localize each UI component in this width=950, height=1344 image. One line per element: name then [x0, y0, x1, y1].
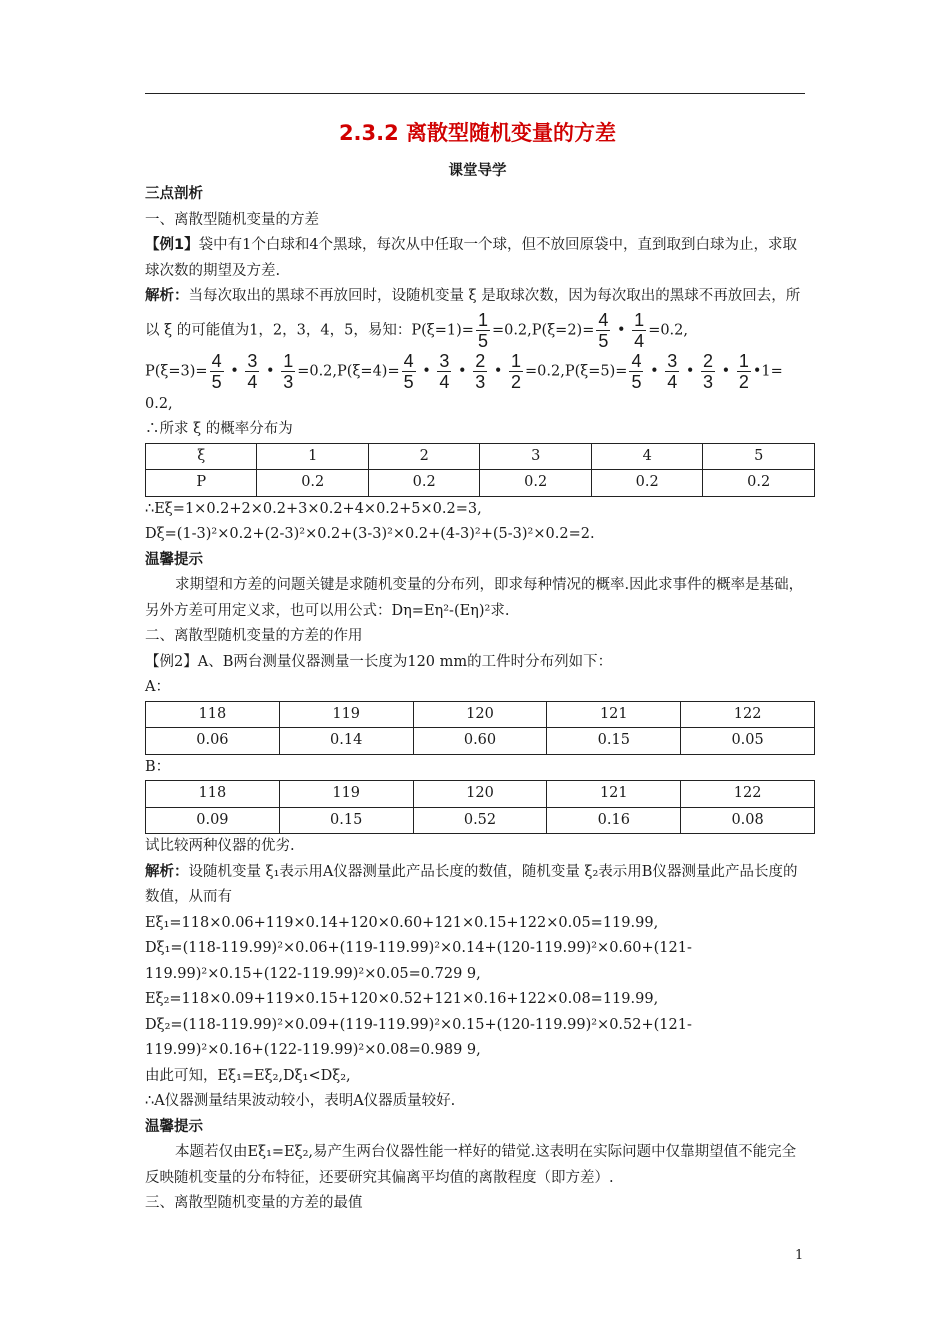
- expectation-line: ∴Eξ=1×0.2+2×0.2+3×0.2+4×0.2+5×0.2=3,: [145, 500, 482, 517]
- fraction: $\frac{1}{5}$: [477, 309, 488, 351]
- distribution-table-b: [145, 780, 815, 834]
- solution-text: 设随机变量 ξ₁表示用A仪器测量此产品长度的数值，随机变量 ξ₂表示用B仪器测量此产品长度的数值，从而有: [145, 863, 798, 905]
- solution-line: Dξ₂=(118-119.99)²×0.09+(119-119.99)²×0.15+(120-119.99)²×0.52+(121-: [145, 1016, 692, 1033]
- fraction: $\frac{1}{2}$: [738, 350, 749, 392]
- solution-line: ∴A仪器测量结果波动较小，表明A仪器质量较好.: [145, 1093, 456, 1109]
- section-3-heading: 三、离散型随机变量的方差的最值: [145, 1195, 363, 1211]
- table-row: 0.09 0.15 0.52 0.16 0.08: [146, 807, 815, 834]
- probability-line-end: 0.2,: [145, 395, 173, 412]
- distribution-table-a: [145, 701, 815, 755]
- solution-line: Eξ₁=118×0.06+119×0.14+120×0.60+121×0.15+122×0.05=119.99,: [145, 914, 659, 931]
- variance-line: Dξ=(1-3)²×0.2+(2-3)²×0.2+(3-3)²×0.2+(4-3)²+(5-3)²×0.2=2.: [145, 526, 595, 542]
- table-row: ξ 1 2 3 4 5: [146, 443, 815, 470]
- fraction: $\frac{2}{3}$: [703, 350, 714, 392]
- distribution-table-1: [145, 443, 815, 497]
- solution-line: Dξ₁=(118-119.99)²×0.06+(119-119.99)²×0.14+(120-119.99)²×0.60+(121-: [145, 940, 692, 956]
- table-row: P 0.2 0.2 0.2 0.2 0.2: [146, 470, 815, 497]
- section-1-heading: 一、离散型随机变量的方差: [145, 211, 319, 228]
- example-2-question: 试比较两种仪器的优劣.: [145, 838, 295, 854]
- table-row: 0.06 0.14 0.60 0.15 0.05: [146, 728, 815, 755]
- solution-label: 解析：: [145, 863, 189, 880]
- solution-line: 由此可知，Eξ₁=Eξ₂,Dξ₁<Dξ₂,: [145, 1067, 351, 1084]
- page-number: 1: [795, 1248, 804, 1263]
- fraction: $\frac{3}{4}$: [247, 350, 258, 392]
- fraction: $\frac{2}{3}$: [475, 350, 486, 392]
- distribution-intro: ∴所求 ξ 的概率分布为: [145, 421, 293, 437]
- page-title: 2.3.2 离散型随机变量的方差: [338, 121, 617, 145]
- example-1-solution: 解析：当每次取出的黑球不再放回时，设随机变量 ξ 是取球次数，因为每次取出的黑球不再放回去，所以 ξ 的可能值为1，2，3，4，5，易知：P(ξ=1)= $\frac{1}{5}$ =0.2,P(ξ=2)= $\frac{4}{5}$ • $\frac{1}{4}$ =0.2,: [145, 288, 801, 351]
- fraction: $\frac{3}{4}$: [667, 350, 678, 392]
- section-2-heading: 二、离散型随机变量的方差的作用: [145, 628, 363, 644]
- example-1: [145, 233, 810, 284]
- table-a-label: A：: [145, 679, 170, 695]
- tip-2-text: 本题若仅由Eξ₁=Eξ₂,易产生两台仪器性能一样好的错觉.这表明在实际问题中仅靠期望值不能完全反映随机变量的分布特征，还要研究其偏离平均值的离散程度（即方差）.: [145, 1144, 797, 1186]
- fraction: $\frac{4}{5}$: [631, 350, 642, 392]
- table-b-label: B：: [145, 758, 171, 775]
- example-2: [145, 650, 810, 676]
- section-heading-main: 三点剖析: [145, 186, 203, 202]
- probability-line-2: P(ξ=3)= $\frac{4}{5}$ • $\frac{3}{4}$ • $\frac{1}{3}$ =0.2,P(ξ=4)= $\frac{4}{5}$ • $\frac{3}{4}$ • $\frac{2}{3}$ • $\frac{1}{2}$ =0.2,P(ξ=5)= $\frac{4}{5}$ • $\frac{3}{4}$ • $\frac{2}{3}$ • $\frac{1}{2}$ •1=: [145, 350, 783, 392]
- fraction: $\frac{3}{4}$: [439, 350, 450, 392]
- tip-2-label: 温馨提示: [145, 1118, 203, 1135]
- fraction: $\frac{1}{3}$: [283, 350, 294, 392]
- p1-label: P(ξ=1)=: [411, 322, 474, 338]
- p1-value: =0.2,: [491, 322, 532, 338]
- fraction: $\frac{1}{2}$: [511, 350, 522, 392]
- fraction: $\frac{4}{5}$: [403, 350, 414, 392]
- solution-line: 119.99)²×0.15+(122-119.99)²×0.05=0.729 9,: [145, 965, 481, 982]
- example-1-text: 袋中有1个白球和4个黑球，每次从中任取一个球，但不放回原袋中，直到取到白球为止，求取球次数的期望及方差.: [145, 237, 798, 279]
- fraction: $\frac{1}{4}$: [634, 309, 645, 351]
- example-1-label: 【例1】: [145, 237, 199, 253]
- document-page: [145, 118, 810, 1217]
- example-2-text: A、B两台测量仪器测量一长度为120 mm的工件时分布列如下：: [197, 653, 613, 670]
- example-2-label: 【例2】: [145, 653, 198, 670]
- p2-label: P(ξ=2)=: [531, 322, 595, 338]
- p2-value: =0.2,: [648, 322, 689, 338]
- page-subtitle: 课堂导学: [448, 163, 507, 179]
- tip-1-text: 求期望和方差的问题关键是求随机变量的分布列，即求每种情况的概率.因此求事件的概率是基础，另外方差可用定义求，也可以用公式：Dη=Eη²-(Eη)²求.: [145, 577, 804, 619]
- fraction: $\frac{4}{5}$: [598, 309, 609, 351]
- table-row: 118 119 120 121 122: [146, 701, 815, 728]
- solution-label: 解析：: [145, 288, 189, 304]
- solution-line: 119.99)²×0.16+(122-119.99)²×0.08=0.989 9,: [145, 1042, 481, 1058]
- header-rule: [145, 93, 805, 94]
- tip-1-label: 温馨提示: [145, 551, 203, 568]
- example-2-solution: [145, 860, 810, 911]
- table-row: 118 119 120 121 122: [146, 781, 815, 808]
- solution-text: 当每次取出的黑球不再放回时，设随机变量 ξ 是取球次数，因为每次取出的黑球不再放回去，所以 ξ 的可能值为1，2，3，4，5，易知：: [145, 288, 801, 338]
- solution-line: Eξ₂=118×0.09+119×0.15+120×0.52+121×0.16+122×0.08=119.99,: [145, 991, 659, 1007]
- fraction: $\frac{4}{5}$: [211, 350, 222, 392]
